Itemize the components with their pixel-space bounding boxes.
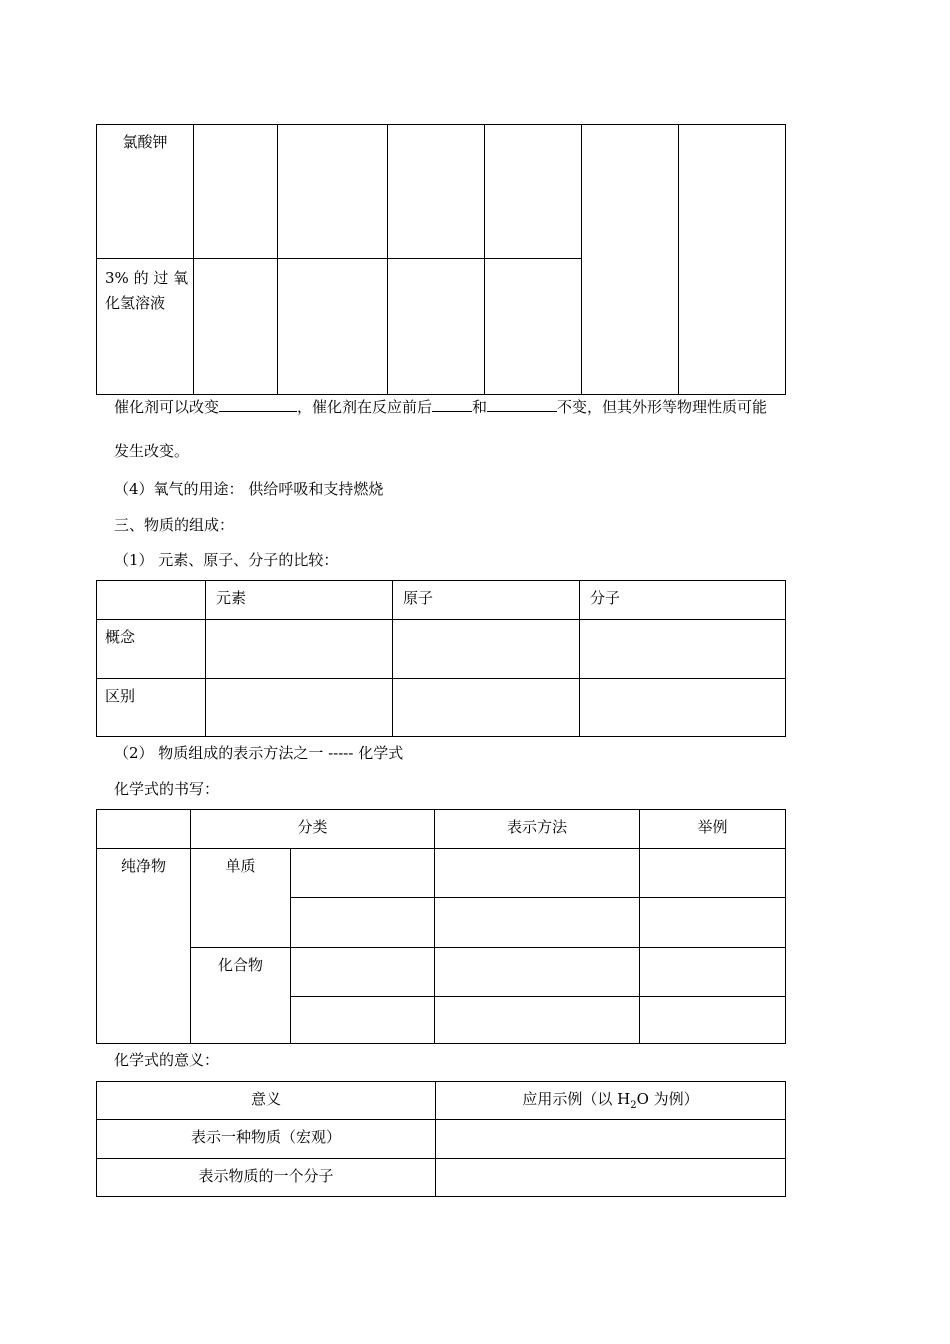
- row-label-compound: 化合物: [191, 948, 291, 1044]
- meaning-macro: 表示一种物质（宏观）: [97, 1120, 436, 1159]
- meaning-molecule: 表示物质的一个分子: [97, 1159, 436, 1197]
- table-cell: [291, 898, 435, 948]
- section-title: 三、物质的组成：: [114, 516, 235, 534]
- table-cell: [291, 997, 435, 1044]
- table-cell: [97, 581, 206, 620]
- row-label-hydrogen-peroxide: 3% 的 过 氧 化氢溶液: [97, 259, 194, 395]
- table-cell: [485, 125, 582, 259]
- subsection-title-2: （2） 物质组成的表示方法之一 ----- 化学式: [114, 744, 404, 762]
- table-cell: [640, 997, 786, 1044]
- formula-meaning-table: [96, 1081, 786, 1197]
- subsection-title-1: （1） 元素、原子、分子的比较：: [114, 551, 339, 569]
- table-cell: [194, 259, 278, 395]
- table-cell: [436, 1159, 786, 1197]
- header-application-example: 应用示例（以 $H_2O$ 为例）: [436, 1082, 786, 1120]
- table-cell: [485, 259, 582, 395]
- table-cell: [388, 125, 485, 259]
- formula-meaning-title: 化学式的意义：: [114, 1051, 220, 1069]
- header-meaning: 意义: [97, 1082, 436, 1120]
- table-cell: [435, 849, 640, 898]
- table-cell: [278, 125, 388, 259]
- header-element: 元素: [206, 581, 393, 620]
- blank-2: [432, 397, 472, 412]
- row-label-element-substance: 单质: [191, 849, 291, 948]
- table-cell: [97, 810, 191, 849]
- table-cell: [582, 125, 679, 395]
- row-label-pure-substance: 纯净物: [97, 849, 191, 1044]
- table-cell: [435, 948, 640, 997]
- table-cell: [436, 1120, 786, 1159]
- table-cell: [206, 620, 393, 679]
- header-molecule: 分子: [580, 581, 786, 620]
- formula-writing-title: 化学式的书写：: [114, 780, 220, 798]
- table-cell: [393, 620, 580, 679]
- table-cell: [640, 849, 786, 898]
- table-cell: [393, 679, 580, 737]
- header-atom: 原子: [393, 581, 580, 620]
- row-label-difference: 区别: [97, 679, 206, 737]
- blank-1: [219, 397, 297, 412]
- table-cell: [291, 849, 435, 898]
- reaction-table: [96, 124, 786, 395]
- table-cell: [435, 997, 640, 1044]
- table-cell: [206, 679, 393, 737]
- table-cell: [640, 948, 786, 997]
- blank-3: [487, 397, 557, 412]
- catalyst-sentence-line2: 发生改变。: [114, 442, 190, 460]
- table-cell: [291, 948, 435, 997]
- table-cell: [435, 898, 640, 948]
- table-cell: [580, 679, 786, 737]
- table-cell: [194, 125, 278, 259]
- table-cell: [640, 898, 786, 948]
- table-cell: [388, 259, 485, 395]
- oxygen-use: （4）氧气的用途： 供给呼吸和支持燃烧: [114, 480, 384, 498]
- row-label-concept: 概念: [97, 620, 206, 679]
- header-representation: 表示方法: [435, 810, 640, 849]
- table-cell: [278, 259, 388, 395]
- row-label-potassium-chlorate: 氯酸钾: [97, 125, 194, 259]
- header-classification: 分类: [191, 810, 435, 849]
- formula-writing-table: [96, 809, 786, 1044]
- catalyst-sentence: 催化剂可以改变 ，催化剂在反应前后 和 不变，但其外形等物理性质可能: [114, 398, 768, 416]
- table-cell: [679, 125, 786, 395]
- header-example: 举例: [640, 810, 786, 849]
- table-cell: [580, 620, 786, 679]
- element-atom-molecule-table: [96, 580, 786, 737]
